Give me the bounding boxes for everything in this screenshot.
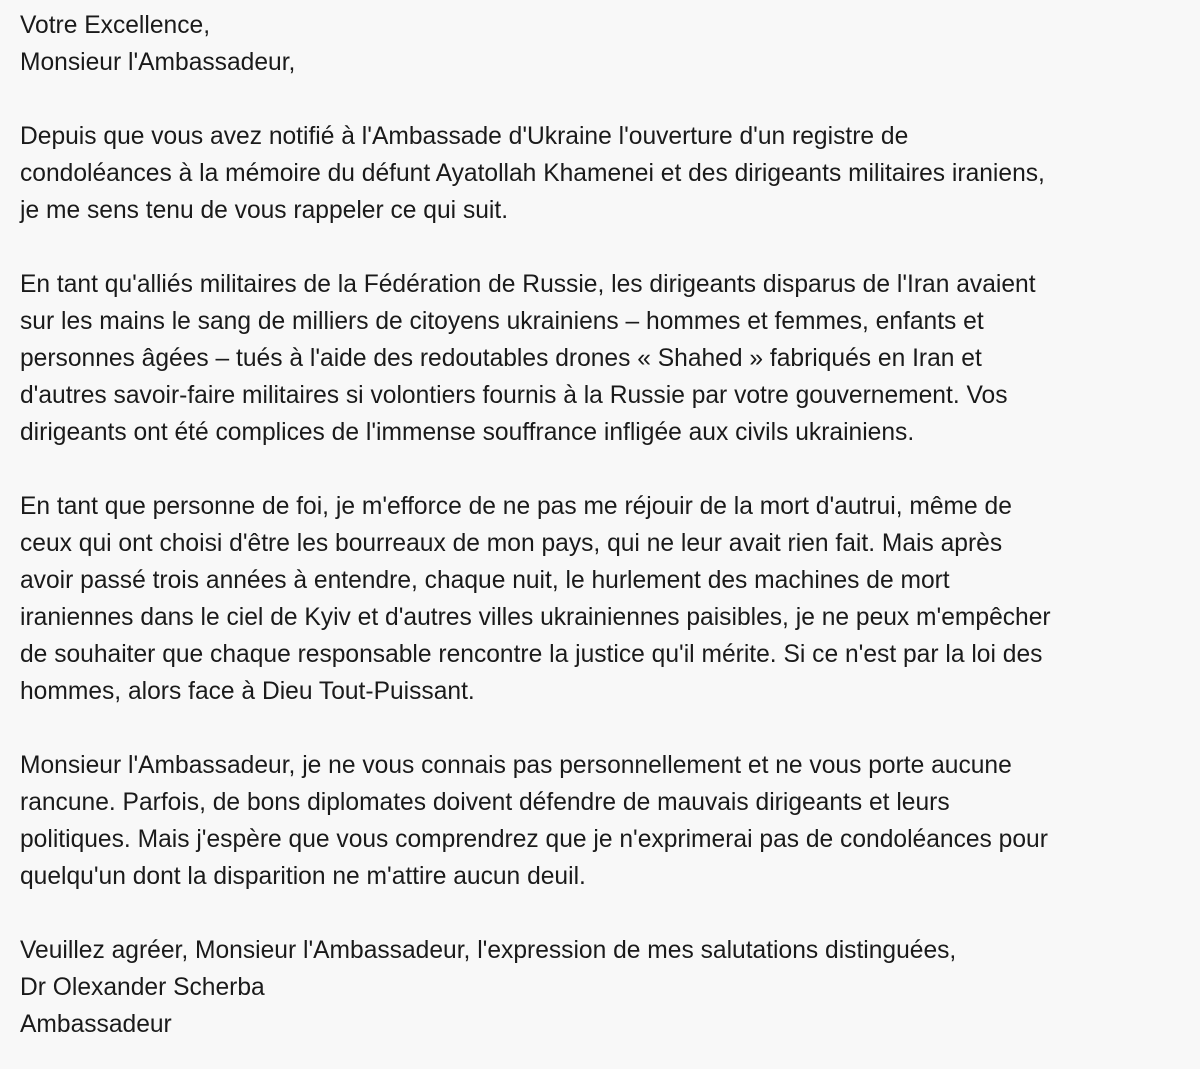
paragraph-line: En tant qu'alliés militaires de la Fédération de Russie, les dirigeants disparus de l'Iran avaient [20, 271, 1036, 298]
paragraph-line: condoléances à la mémoire du défunt Ayatollah Khamenei et des dirigeants militaires iraniens, [20, 160, 1045, 187]
paragraph-line: Monsieur l'Ambassadeur, je ne vous connais pas personnellement et ne vous porte aucune [20, 752, 1012, 779]
paragraph-line: En tant que personne de foi, je m'efforce de ne pas me réjouir de la mort d'autrui, même de [20, 493, 1012, 520]
closing-formula: Veuillez agréer, Monsieur l'Ambassadeur, l'expression de mes salutations distinguées, [20, 937, 957, 964]
paragraph-line: avoir passé trois années à entendre, chaque nuit, le hurlement des machines de mort [20, 567, 950, 594]
salutation-line: Votre Excellence, [20, 12, 211, 39]
signatory-title: Ambassadeur [20, 1011, 172, 1038]
closing [20, 932, 1178, 1043]
greeting [20, 7, 1178, 81]
paragraph-line: hommes, alors face à Dieu Tout-Puissant. [20, 678, 475, 705]
paragraph-faith [20, 488, 1178, 710]
paragraph-line: d'autres savoir-faire militaires si volontiers fournis à la Russie par votre gouvernement. Vos [20, 382, 1008, 409]
paragraph-line: Depuis que vous avez notifié à l'Ambassade d'Ukraine l'ouverture d'un registre de [20, 123, 909, 150]
paragraph-line: de souhaiter que chaque responsable rencontre la justice qu'il mérite. Si ce n'est par la loi des [20, 641, 1043, 668]
paragraph-line: ceux qui ont choisi d'être les bourreaux de mon pays, qui ne leur avait rien fait. Mais après [20, 530, 1003, 557]
paragraph-condolences-refusal [20, 747, 1178, 895]
paragraph-line: rancune. Parfois, de bons diplomates doivent défendre de mauvais dirigeants et leurs [20, 789, 950, 816]
signatory-name: Dr Olexander Scherba [20, 974, 265, 1001]
paragraph-registry-notice [20, 118, 1178, 229]
paragraph-line: iraniennes dans le ciel de Kyiv et d'autres villes ukrainiennes paisibles, je ne peux m'empêcher [20, 604, 1051, 631]
paragraph-line: sur les mains le sang de milliers de citoyens ukrainiens – hommes et femmes, enfants et [20, 308, 984, 335]
paragraph-military-allies [20, 266, 1178, 451]
paragraph-line: quelqu'un dont la disparition ne m'attire aucun deuil. [20, 863, 586, 890]
paragraph-line: dirigeants ont été complices de l'immense souffrance infligée aux civils ukrainiens. [20, 419, 915, 446]
paragraph-line: personnes âgées – tués à l'aide des redoutables drones « Shahed » fabriqués en Iran et [20, 345, 982, 372]
paragraph-line: je me sens tenu de vous rappeler ce qui suit. [20, 197, 509, 224]
salutation-line: Monsieur l'Ambassadeur, [20, 49, 296, 76]
paragraph-line: politiques. Mais j'espère que vous comprendrez que je n'exprimerai pas de condoléances pour [20, 826, 1048, 853]
